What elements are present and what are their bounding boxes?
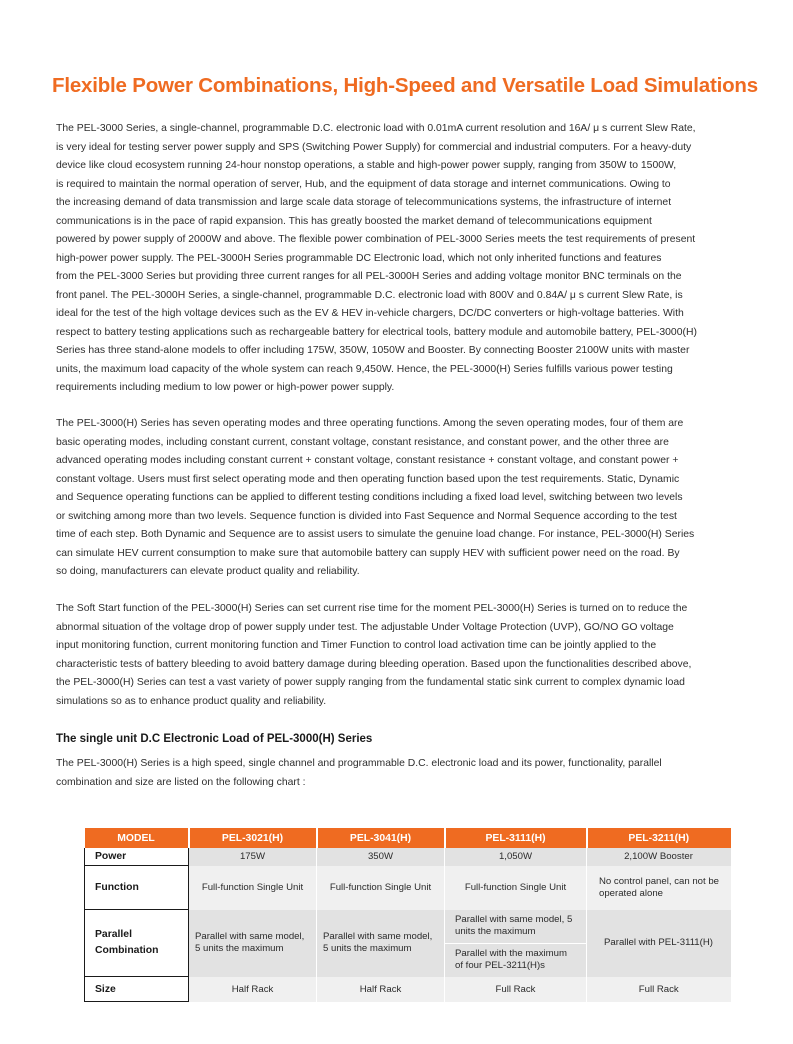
text-line: or switching among more than two levels. Sequence function is divided into Fast Sequence and Normal Sequence according to the test (56, 510, 677, 522)
text-line: from the PEL-3000 Series but providing three current ranges for all PEL-3000H Series and adding voltage monitor BNC terminals on the (56, 271, 682, 282)
table-cell: Full-function Single Unit (189, 866, 317, 910)
text-line: simulations so as to enhance product quality and reliability. (56, 695, 327, 707)
text-line: constant voltage. Users must first select operating mode and then operating function based upon the test requirements. Static, Dynamic (56, 473, 680, 485)
text-line: the PEL-3000(H) Series can test a vast variety of power supply ranging from the fundamental static sink current to complex dynamic load (56, 677, 685, 688)
text-line: input monitoring function, current monitoring function and Timer Function to control load activation time can be jointly applied to the (56, 640, 657, 651)
header-pel-3111: PEL-3111(H) (445, 828, 587, 848)
operating-modes-paragraph (56, 415, 756, 582)
table-row-size (85, 977, 731, 1002)
text-line: advanced operating modes including constant current + constant voltage, constant resistance + constant voltage, and constant power + (56, 455, 679, 466)
table-cell: Half Rack (317, 977, 445, 1002)
header-model: MODEL (85, 828, 189, 848)
text-line: abnormal situation of the voltage drop of power supply under test. The adjustable Under Voltage Protection (UVP), GO/NO GO voltage (56, 621, 674, 633)
table-cell: 1,050W (445, 848, 587, 866)
table-cell: 2,100W Booster (587, 848, 731, 866)
table-row-power (85, 848, 731, 866)
table-cell: Full Rack (445, 977, 587, 1002)
row-label-power: Power (85, 848, 189, 866)
soft-start-paragraph (56, 600, 756, 711)
row-label-line: Parallel (95, 929, 132, 940)
text-line: the increasing demand of data transmission and large scale data storage of telecommunications systems, the infrastructure of internet (56, 197, 672, 208)
text-line: ideal for the test of the high voltage devices such as the EV & HEV in-vehicle chargers, DC/DC converters or high-voltage batteries. With (56, 308, 684, 319)
model-spec-table (84, 828, 731, 1002)
row-label-parallel (85, 910, 189, 977)
table-row-function (85, 866, 731, 910)
intro-paragraph (56, 120, 756, 398)
section-heading: The single unit D.C Electronic Load of PEL-3000(H) Series (56, 733, 373, 745)
table-cell: Parallel with same model, 5 units the maximum (317, 910, 445, 977)
table-cell: Parallel with same model, 5 units the maximum (189, 910, 317, 977)
text-line: high-power power supply. The PEL-3000H Series programmable DC Electronic load, which not only inherited functions and features (56, 252, 662, 264)
text-line: The PEL-3000 Series, a single-channel, programmable D.C. electronic load with 0.01mA current resolution and 16A/ μ s current Slew Rate, (56, 123, 696, 134)
text-line: characteristic tests of battery bleeding to avoid battery damage during bleeding operation. Based upon the functionalities described above, (56, 658, 692, 670)
text-line: communications is in the pace of rapid expansion. This has greatly boosted the market demand of telecommunications equipment (56, 215, 652, 227)
header-pel-3021: PEL-3021(H) (189, 828, 317, 848)
table-header-row (85, 828, 731, 848)
text-line: basic operating modes, including constant current, constant voltage, constant resistance, and constant power, and the other three are (56, 436, 669, 448)
header-pel-3211: PEL-3211(H) (587, 828, 731, 848)
text-line: combination and size are listed on the following chart : (56, 776, 306, 788)
row-label-size: Size (85, 977, 189, 1002)
table-cell: Full-function Single Unit (445, 866, 587, 910)
text-line: units, the maximum load capacity of the whole system can reach 9,450W. Hence, the PEL-3000(H) Series fulfills various power testing (56, 363, 673, 375)
text-line: is required to maintain the normal operation of server, Hub, and the equipment of data storage and internet communications. Owing to (56, 178, 671, 190)
table-cell: Full-function Single Unit (317, 866, 445, 910)
text-line: front panel. The PEL-3000H Series, a single-channel, programmable D.C. electronic load with 800V and 0.84A/ μ s current Slew Rate, is (56, 289, 683, 301)
header-pel-3041: PEL-3041(H) (317, 828, 445, 848)
table-cell: 175W (189, 848, 317, 866)
text-line: respect to battery testing applications such as rechargeable battery for electrical tools, battery module and automobile battery, PEL-3000(H) (56, 326, 697, 338)
table-cell: No control panel, can not be operated alone (587, 866, 731, 910)
text-line: device like cloud ecosystem running 24-hour nonstop operations, a stable and high-power power supply, ranging from 350W to 1500W, (56, 160, 677, 171)
table-cell-split (445, 910, 587, 977)
table-cell: 350W (317, 848, 445, 866)
chart-intro-paragraph (56, 755, 756, 792)
text-line: can simulate HEV current consumption to make sure that automobile battery can supply HEV with sufficient power need on the road. By (56, 547, 680, 559)
table-cell: Parallel with PEL-3111(H) (587, 910, 731, 977)
text-line: The PEL-3000(H) Series has seven operating modes and three operating functions. Among the seven operating modes, four of them are (56, 418, 684, 429)
table-cell: Half Rack (189, 977, 317, 1002)
table-subcell: Parallel with the maximum of four PEL-3211(H)s (455, 948, 567, 971)
table-subcell: Parallel with same model, 5 units the maximum (445, 910, 586, 944)
text-line: time of each step. Both Dynamic and Sequence are to assist users to simulate the genuine load change. For instance, PEL-3000(H) Series (56, 529, 695, 540)
row-label-function: Function (85, 866, 189, 910)
page-title: Flexible Power Combinations, High-Speed and Versatile Load Simulations (52, 74, 758, 97)
row-label-line: Combination (95, 945, 159, 956)
text-line: so doing, manufacturers can elevate product quality and reliability. (56, 566, 360, 577)
table-row-parallel (85, 910, 731, 977)
text-line: Series has three stand-alone models to offer including 175W, 350W, 1050W and Booster. By connecting Booster 2100W units with master (56, 345, 690, 356)
text-line: requirements including medium to low power or high-power power supply. (56, 382, 395, 393)
text-line: The PEL-3000(H) Series is a high speed, single channel and programmable D.C. electronic load and its power, functionality, parallel (56, 758, 662, 769)
text-line: and Sequence operating functions can be applied to different testing conditions including a fixed load level, switching between two levels (56, 492, 683, 503)
text-line: powered by power supply of 2000W and above. The flexible power combination of PEL-3000 Series meets the test requirements of present (56, 234, 696, 245)
text-line: is very ideal for testing server power supply and SPS (Switching Power Supply) for commercial and industrial computers. For a heavy-duty (56, 141, 692, 153)
text-line: The Soft Start function of the PEL-3000(H) Series can set current rise time for the moment PEL-3000(H) Series is turned on to reduce the (56, 603, 688, 614)
table-cell: Full Rack (587, 977, 731, 1002)
